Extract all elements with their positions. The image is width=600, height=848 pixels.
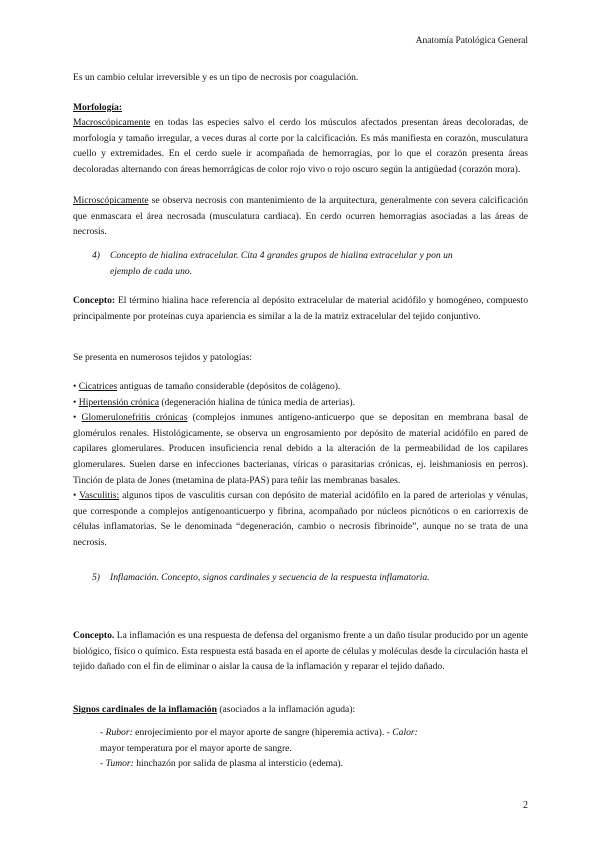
list-item [73, 488, 528, 550]
question-5 [92, 570, 530, 586]
rubor-text: enrojecimiento por el mayor aporte de sangre (hiperemia activa). [132, 727, 385, 738]
bullet-text: (degeneración hialina de túnica media de arterias). [158, 396, 355, 408]
list-item [100, 756, 520, 772]
presenta-paragraph: Se presenta en numerosos tejidos y patologías: [73, 352, 253, 363]
calor-text: mayor temperatura por el mayor aporte de sangre. [100, 742, 292, 754]
macro-text: en todas las especies salvo el cerdo los músculos afectados presentan áreas decoloradas, de morfología y tamaño irregular, a veces duras al corte por la calcificación. Es más manifiesta en corazón, musculatura cuello y extremidades. En el cerdo suele ir acompañada de hemorragias, por lo que el corazón presenta áreas decoloradas alternando con áreas hemorrágicas de color rojo vivo o rojo oscuro según la antigüedad (corazón mora). [73, 117, 528, 175]
macro-paragraph [73, 115, 528, 177]
question-4-line2: ejemplo de cada uno. [110, 265, 193, 277]
micro-label: Microscópicamente [73, 195, 149, 206]
bullet-text: antiguas de tamaño considerable (depósitos de colágeno). [117, 381, 341, 392]
concepto-hialina-text: El término hialina hace referencia al depósito extracelular de material acidófilo y homogéneo, compuesto principalmente por proteínas cuya apariencia es similar a la de la matriz extracelular del tejido conjuntivo. [73, 295, 528, 322]
dash: - [100, 758, 106, 770]
macro-label: Macroscópicamente [73, 117, 151, 128]
hialina-bullet-list [73, 379, 528, 551]
list-item [100, 741, 520, 757]
bullet-mark: • [73, 412, 82, 424]
question-4-line1: Concepto de hialina extracelular. Cita 4 grandes grupos de hialina extracelular y pon un [110, 250, 453, 261]
rubor-label: Rubor: [105, 727, 133, 738]
page-number: 2 [523, 800, 528, 811]
bullet-text: (complejos inmunes antígeno-anticuerpo que se depositan en membrana basal de glomérulos renales. Histológicamente, se observa un engrosamiento por depósito de material acidófilo en pared de capilares glomerulares. Producen insuficiencia renal debido a la alteración de la permeabilidad de los capilares glomerulares. Suelen darse en infecciones bacterianas, víricas o parasitarias crónicas, ej. leishmaniosis en perros). Tinción de plata de Jones (metamina de plata-PAS) para teñir las membranas basales. [73, 412, 528, 486]
concepto-hialina-paragraph [73, 293, 528, 324]
question-4 [92, 248, 530, 279]
bullet-label: Vasculitis: [79, 490, 120, 502]
bullet-label: Cicatrices [78, 381, 118, 392]
morfologia-heading [73, 100, 528, 116]
bullet-mark: • [73, 396, 79, 408]
bullet-mark: • [73, 381, 79, 392]
bullet-label: Glomerulonefritis crónicas [81, 412, 188, 424]
calor-label: Calor: [392, 727, 418, 738]
bullet-label: Hipertensión crónica [78, 396, 159, 408]
list-item [73, 410, 528, 488]
concepto-inflamacion-paragraph [73, 628, 528, 675]
concepto-inflamacion-label: Concepto. [73, 630, 115, 641]
tumor-label: Tumor: [105, 758, 134, 770]
list-item [73, 395, 528, 411]
signos-title-suffix: (asociados a la inflamación aguda): [216, 704, 356, 715]
running-header: Anatomía Patológica General [415, 36, 528, 46]
signos-heading [73, 702, 528, 718]
dash: - [384, 727, 393, 738]
concepto-hialina-label: Concepto: [73, 295, 116, 306]
morfologia-title: Morfología: [73, 102, 123, 113]
concepto-inflamacion-text: La inflamación es una respuesta de defensa del organismo frente a un daño tisular producido por un agente biológico, físico o químico. Esta respuesta está basada en el aporte de células y moléculas desde la circulación hasta el tejido dañado con el fin de eliminar o aislar la causa de la inflamación y reparar el tejido dañado. [73, 630, 528, 673]
micro-text: se observa necrosis con mantenimiento de la arquitectura, generalmente con severa calcificación que enmascara el área necrosada (musculatura cardiaca). En cerdo ocurren hemorragias asociadas a las áreas de necrosis. [73, 195, 528, 238]
tumor-text: hinchazón por salida de plasma al intersticio (edema). [133, 758, 343, 770]
intro-paragraph: Es un cambio celular irreversible y es un tipo de necrosis por coagulación. [73, 72, 359, 83]
bullet-text: algunos tipos de vasculitis cursan con depósito de material acidófilo en la pared de arteriolas y vénulas, que corresponde a complejos antígenoanticuerpo y fibrina, acompañado por núcleos picnóticos o en cariorrexis de células inflamatorias. Se le denominada “degeneración, cambio o necrosis fibrinoide”, aunque no se trata de una necrosis. [73, 490, 528, 548]
question-5-text: Inflamación. Concepto, signos cardinales y secuencia de la respuesta inflamatoria. [110, 572, 430, 583]
bullet-mark: • [73, 490, 80, 502]
signos-list [100, 725, 520, 772]
list-item [100, 725, 520, 741]
question-5-number: 5) [92, 572, 100, 583]
micro-paragraph [73, 193, 528, 240]
dash: - [100, 727, 106, 738]
list-item [73, 379, 528, 395]
question-4-number: 4) [92, 250, 100, 261]
signos-title: Signos cardinales de la inflamación [73, 704, 217, 715]
